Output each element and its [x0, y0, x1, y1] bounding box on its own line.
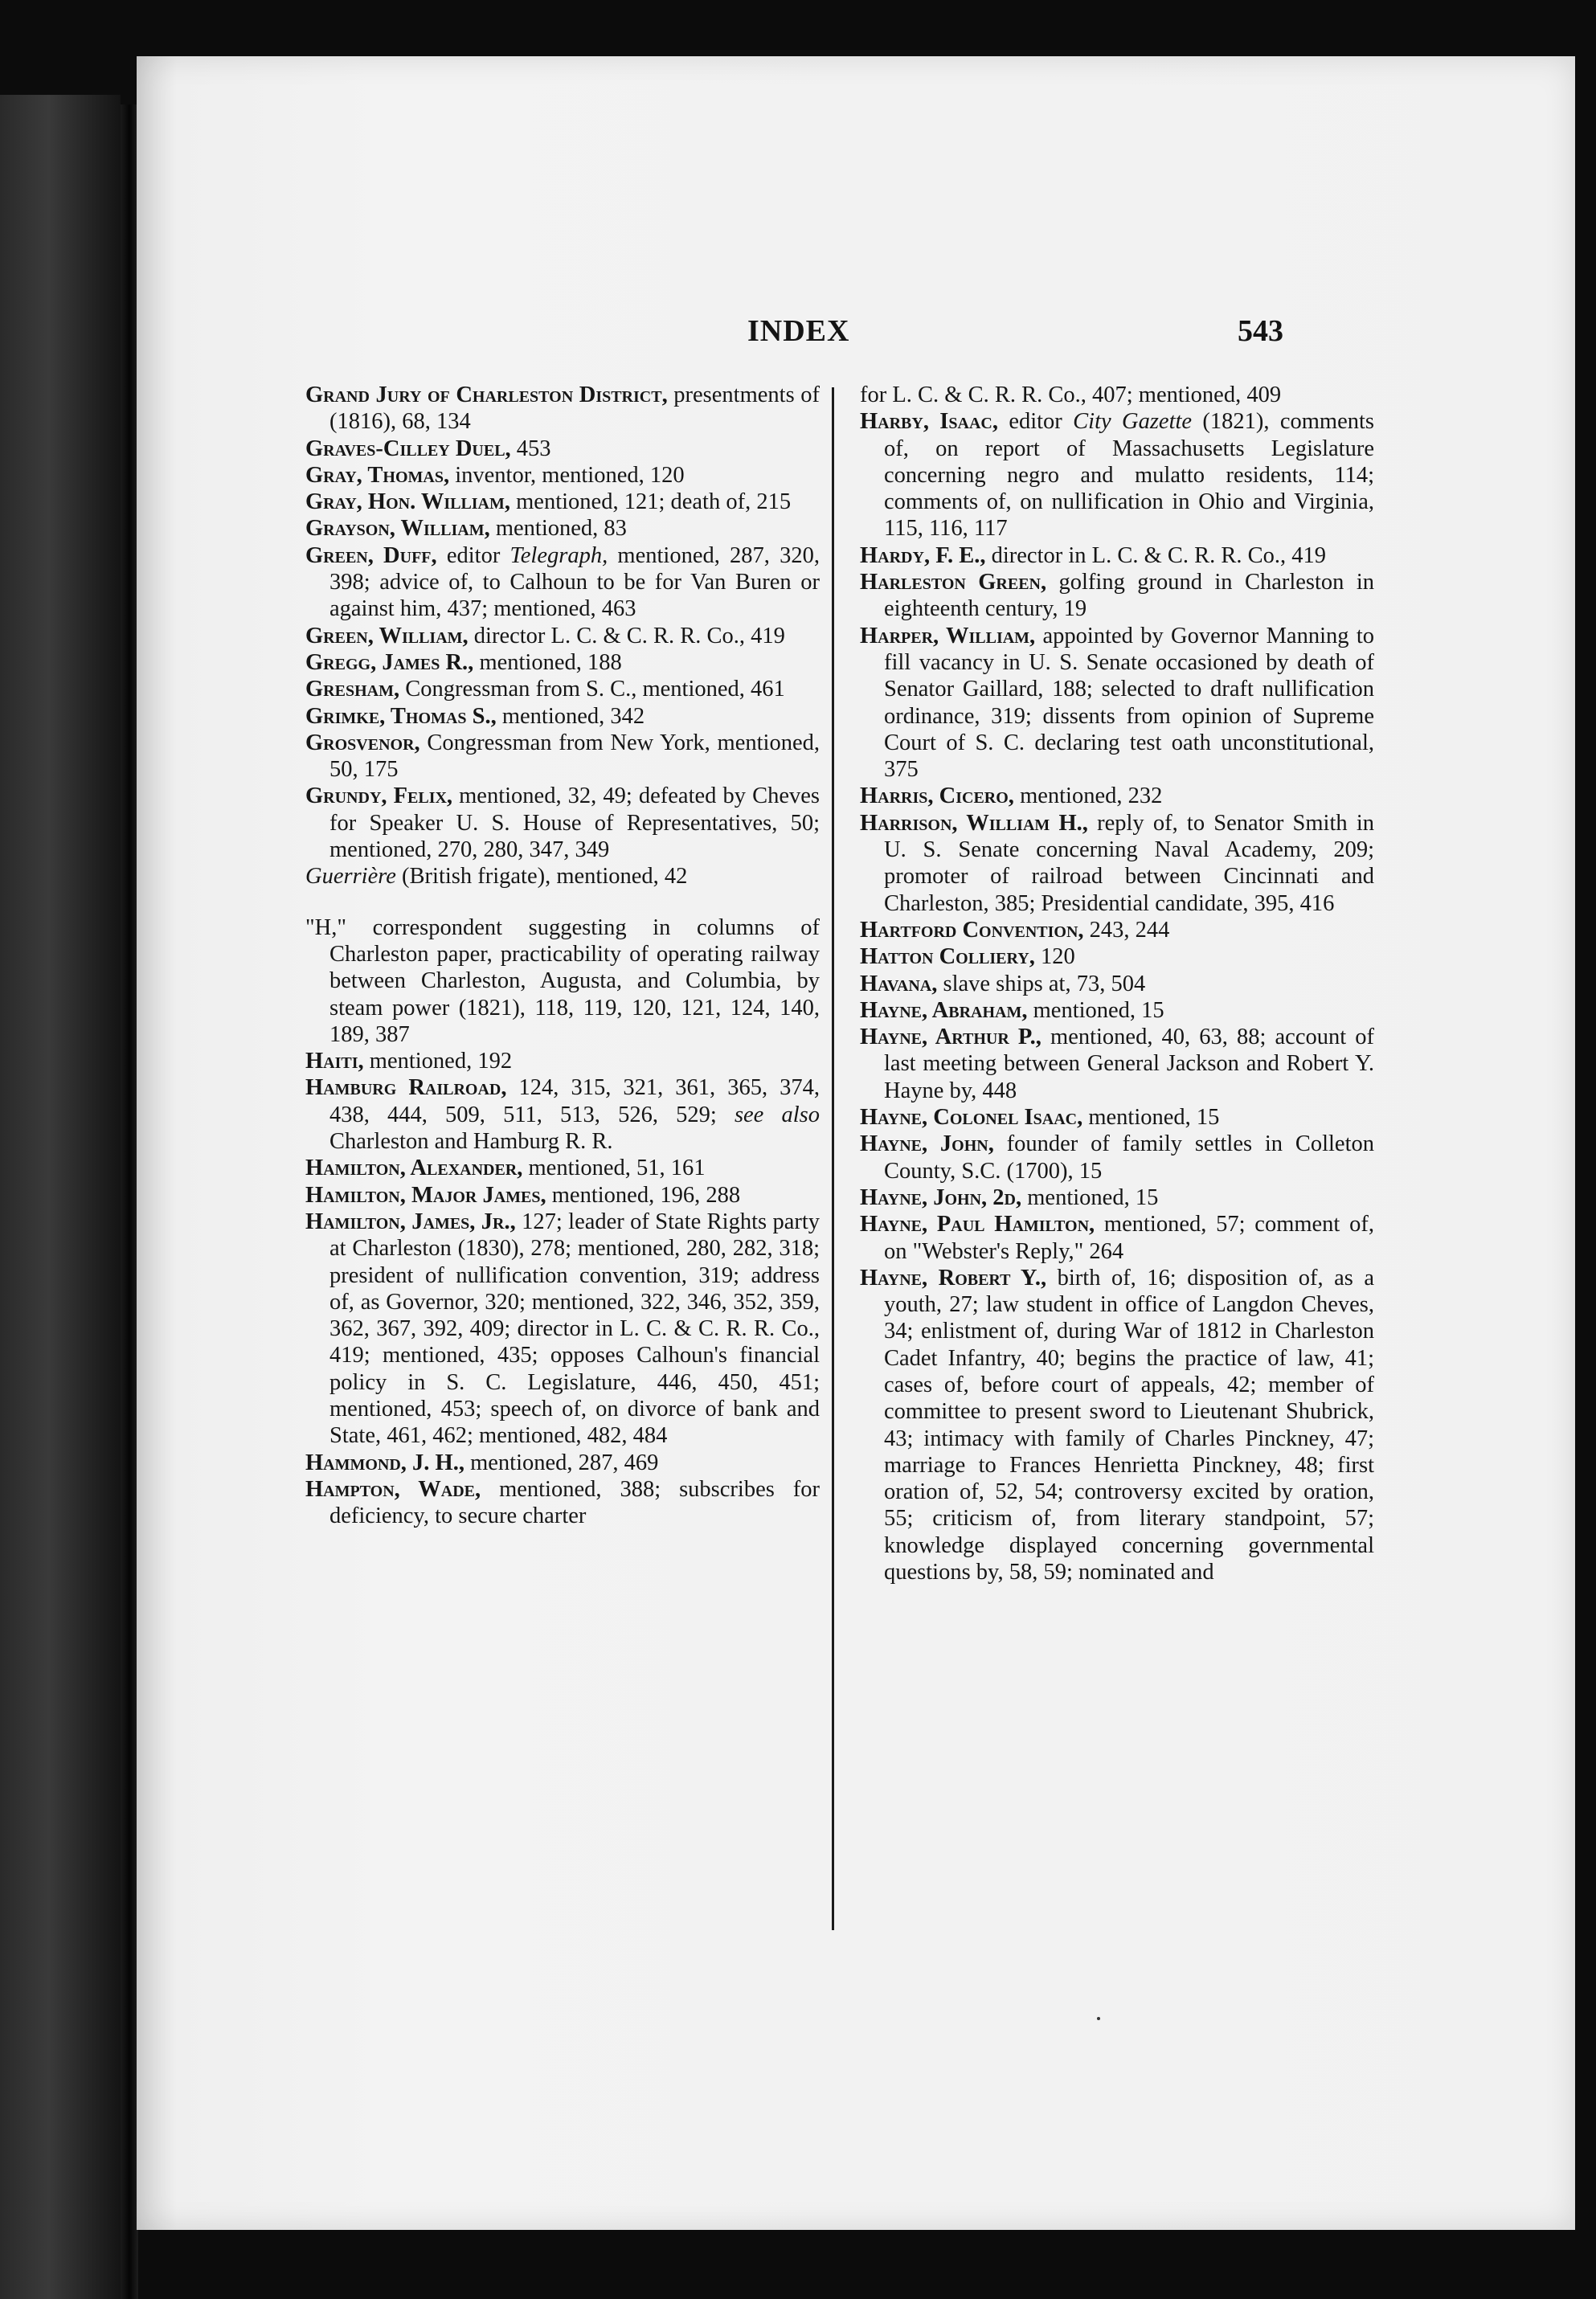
- entry-text: mentioned, 15: [1027, 997, 1164, 1023]
- entry-headword: Grayson, William,: [305, 516, 490, 542]
- index-entry: [860, 1184, 1374, 1211]
- entry-text: mentioned, 15: [1021, 1184, 1159, 1210]
- entry-headword: Hayne, John, 2d,: [860, 1184, 1022, 1210]
- index-entry: [305, 1048, 820, 1074]
- entry-headword: Grundy, Felix,: [305, 783, 453, 809]
- entry-text: founder of family settles in Colleton County, S.C. (1700), 15: [884, 1131, 1374, 1184]
- index-entry: [305, 730, 820, 783]
- entry-text: editor: [436, 542, 510, 568]
- entry-headword: Haiti,: [305, 1049, 364, 1074]
- entry-headword: Hayne, Abraham,: [860, 997, 1028, 1023]
- entry-text: (British frigate), mentioned, 42: [395, 864, 688, 890]
- running-head: INDEX: [747, 314, 850, 348]
- index-entry: [860, 810, 1374, 917]
- index-entry: [860, 623, 1374, 783]
- entry-text: mentioned, 32, 49; defeated by Cheves for Speaker U. S. House of Representatives, 50; mentioned, 270, 280, 347, 349: [329, 783, 820, 863]
- index-entry: [305, 783, 820, 863]
- index-entry: [305, 542, 820, 623]
- entry-text: mentioned, 232: [1013, 783, 1163, 809]
- index-entry: [305, 863, 820, 890]
- index-page: [137, 56, 1575, 2230]
- index-entry: [860, 542, 1374, 569]
- entry-italic: City Gazette: [1073, 409, 1193, 435]
- index-entry: [860, 943, 1374, 970]
- index-entry: [305, 676, 820, 702]
- entry-headword: Harris, Cicero,: [860, 783, 1014, 809]
- entry-text: mentioned, 40, 63, 88; account of last meeting between General Jackson and Robert Y. Hayne by, 448: [884, 1025, 1374, 1103]
- entry-text: mentioned, 83: [489, 516, 627, 542]
- index-entry: [860, 971, 1374, 997]
- entry-text: Congressman from New York, mentioned, 50, 175: [329, 730, 820, 783]
- index-entry: [860, 1211, 1374, 1265]
- index-entry: [305, 436, 820, 462]
- index-entry: [305, 515, 820, 542]
- entry-headword: Hayne, Arthur P.,: [860, 1025, 1041, 1050]
- entry-text: for L. C. & C. R. R. Co., 407; mentioned, 409: [860, 382, 1282, 407]
- index-entry: [860, 569, 1374, 623]
- entry-text: Congressman from S. C., mentioned, 461: [399, 677, 785, 702]
- entry-text: 120: [1034, 944, 1075, 970]
- entry-headword: Harleston Green,: [860, 570, 1047, 595]
- index-entry: [305, 1476, 820, 1530]
- index-entry: [305, 1209, 820, 1450]
- index-entry: [860, 1265, 1374, 1586]
- index-entry: [860, 382, 1374, 408]
- entry-headword: Grosvenor,: [305, 730, 420, 755]
- entry-headword: Grimke, Thomas S.,: [305, 703, 497, 729]
- page-number: 543: [1238, 314, 1283, 348]
- entry-headword: Gregg, James R.,: [305, 649, 474, 675]
- entry-text: mentioned, 287, 469: [464, 1450, 659, 1475]
- entry-text: 127; leader of State Rights party at Charleston (1830), 278; mentioned, 280, 282, 318; president of nullification convention, 319; address of, as Governor, 320; mentioned, 322, 346, 352, 359, 362, 367, 392, 409; director in L. C. & C. R. R. Co., 419; mentioned, 435; opposes Calhoun's financial policy in S. C. Legislature, 446, 450, 451; mentioned, 453; speech of, on divorce of bank and State, 461, 462; mentioned, 482, 484: [329, 1209, 821, 1449]
- entry-text: mentioned, 57; comment of, on "Webster's Reply," 264: [884, 1212, 1374, 1264]
- entry-text: 243, 244: [1083, 917, 1170, 943]
- entry-text: presentments of (1816), 68, 134: [329, 382, 820, 435]
- index-entry: [305, 649, 820, 676]
- entry-headword: Green, William,: [305, 623, 469, 648]
- entry-text: reply of, to Senator Smith in U. S. Senate concerning Naval Academy, 209; promoter of railroad between Cincinnati and Charleston, 385; Presidential candidate, 395, 416: [884, 810, 1374, 916]
- entry-headword: Harrison, William H.,: [860, 810, 1088, 836]
- index-entry: [860, 1131, 1374, 1184]
- index-entry: [305, 462, 820, 489]
- entry-text: mentioned, 192: [363, 1049, 513, 1074]
- index-entry: [305, 382, 820, 436]
- entry-headword: Hatton Colliery,: [860, 944, 1035, 970]
- entry-headword: Graves-Cilley Duel,: [305, 436, 511, 461]
- entry-text: director in L. C. & C. R. R. Co., 419: [985, 542, 1327, 568]
- entry-text: Charleston and Hamburg R. R.: [329, 1129, 613, 1155]
- entry-headword: Harby, Isaac,: [860, 409, 998, 435]
- entry-text: inventor, mentioned, 120: [449, 462, 685, 488]
- entry-headword: Hayne, Paul Hamilton,: [860, 1212, 1095, 1237]
- index-entry: [305, 1155, 820, 1181]
- entry-text: mentioned, 287, 320, 398; advice of, to Calhoun to be for Van Buren or against him, 437; mentioned, 463: [329, 542, 820, 622]
- entry-headword: Hayne, Colonel Isaac,: [860, 1105, 1083, 1131]
- entry-text: 124, 315, 321, 361, 365, 374, 438, 444, 509, 511, 513, 526, 529;: [329, 1075, 821, 1127]
- left-column: [305, 382, 820, 1529]
- entry-headword: Gray, Thomas,: [305, 462, 450, 488]
- entry-headword: Hayne, John,: [860, 1131, 994, 1157]
- entry-text: "H," correspondent suggesting in columns of Charleston paper, practicability of operating railway between Charleston, Augusta, and Columbia, by steam power (1821), 118, 119, 120, 121, 124, 140, 189, 387: [305, 914, 820, 1047]
- entry-text: mentioned, 388; subscribes for deficiency, to secure charter: [329, 1476, 820, 1529]
- index-entry: [305, 1074, 820, 1155]
- index-entry: [305, 623, 820, 649]
- entry-text: slave ships at, 73, 504: [937, 971, 1146, 996]
- entry-headword: Grand Jury of Charleston District,: [305, 382, 668, 407]
- book-spine: [121, 104, 138, 2299]
- entry-headword: Gresham,: [305, 677, 400, 702]
- index-entry: [305, 1182, 820, 1209]
- entry-headword: Hardy, F. E.,: [860, 542, 986, 568]
- entry-headword: Havana,: [860, 971, 938, 996]
- entry-text: editor: [997, 409, 1074, 435]
- entry-headword: Harper, William,: [860, 623, 1036, 648]
- entry-text: director L. C. & C. R. R. Co., 419: [468, 623, 785, 648]
- entry-text: mentioned, 342: [496, 703, 645, 729]
- entry-headword: Hayne, Robert Y.,: [860, 1265, 1047, 1291]
- entry-text: mentioned, 188: [473, 649, 622, 675]
- index-entry: [860, 1104, 1374, 1131]
- index-entry: [860, 917, 1374, 943]
- left-page-edge: [0, 95, 121, 2299]
- entry-headword: Gray, Hon. William,: [305, 489, 511, 515]
- index-entry: [860, 997, 1374, 1024]
- entry-text: appointed by Governor Manning to fill vacancy in U. S. Senate occasioned by death of Senator Gaillard, 188; selected to draft nullification ordinance, 319; dissents from opinion of Supreme Court of S. C. declaring test oath unconstitutional, 375: [884, 623, 1374, 783]
- entry-headword: Hamburg Railroad,: [305, 1075, 507, 1101]
- entry-headword: Guerrière: [305, 864, 396, 890]
- entry-headword: Hampton, Wade,: [305, 1476, 481, 1502]
- index-entry: [305, 489, 820, 515]
- entry-text: mentioned, 51, 161: [522, 1156, 706, 1181]
- index-entry: [860, 1024, 1374, 1104]
- index-entry: [860, 783, 1374, 809]
- entry-text: birth of, 16; disposition of, as a youth, 27; law student in office of Langdon Cheves, 34; enlistment of, during War of 1812 in Charleston Cadet Infantry, 40; begins the practice of law, 41; cases of, before court of appeals, 42; member of committee to present sword to Lieutenant Shubrick, 43; intimacy with family of Charles Pinckney, 47; marriage to Frances Henrietta Pinckney, 48; first oration of, 52, 54; controversy excited by oration, 55; criticism of, from literary standpoint, 57; knowledge displayed concerning governmental questions by, 58, 59; nominated and: [884, 1265, 1374, 1585]
- paper-speck: [1097, 2017, 1100, 2020]
- entry-text: mentioned, 15: [1082, 1105, 1220, 1131]
- right-column: [860, 382, 1374, 1585]
- index-entry: [860, 408, 1374, 542]
- index-entry: [305, 1450, 820, 1476]
- entry-headword: Hamilton, James, Jr.,: [305, 1209, 516, 1234]
- index-entry: [305, 703, 820, 730]
- entry-text: mentioned, 196, 288: [546, 1182, 741, 1208]
- entry-italic: see also: [734, 1102, 820, 1127]
- entry-headword: Hartford Convention,: [860, 917, 1084, 943]
- entry-text: 453: [510, 436, 551, 461]
- entry-text: golfing ground in Charleston in eighteenth century, 19: [884, 570, 1374, 622]
- entry-text: (1821), comments of, on report of Massachusetts Legislature concerning negro and mulatto residents, 114; comments of, on nullification in Ohio and Virginia, 115, 116, 117: [884, 409, 1374, 542]
- entry-headword: Hamilton, Alexander,: [305, 1156, 523, 1181]
- entry-italic: Telegraph,: [509, 542, 608, 568]
- entry-text: mentioned, 121; death of, 215: [510, 489, 792, 515]
- entry-headword: Hammond, J. H.,: [305, 1450, 464, 1475]
- entry-headword: Hamilton, Major James,: [305, 1182, 546, 1208]
- entry-headword: Green, Duff,: [305, 542, 437, 568]
- column-rule: [832, 387, 834, 1930]
- index-entry: [305, 914, 820, 1048]
